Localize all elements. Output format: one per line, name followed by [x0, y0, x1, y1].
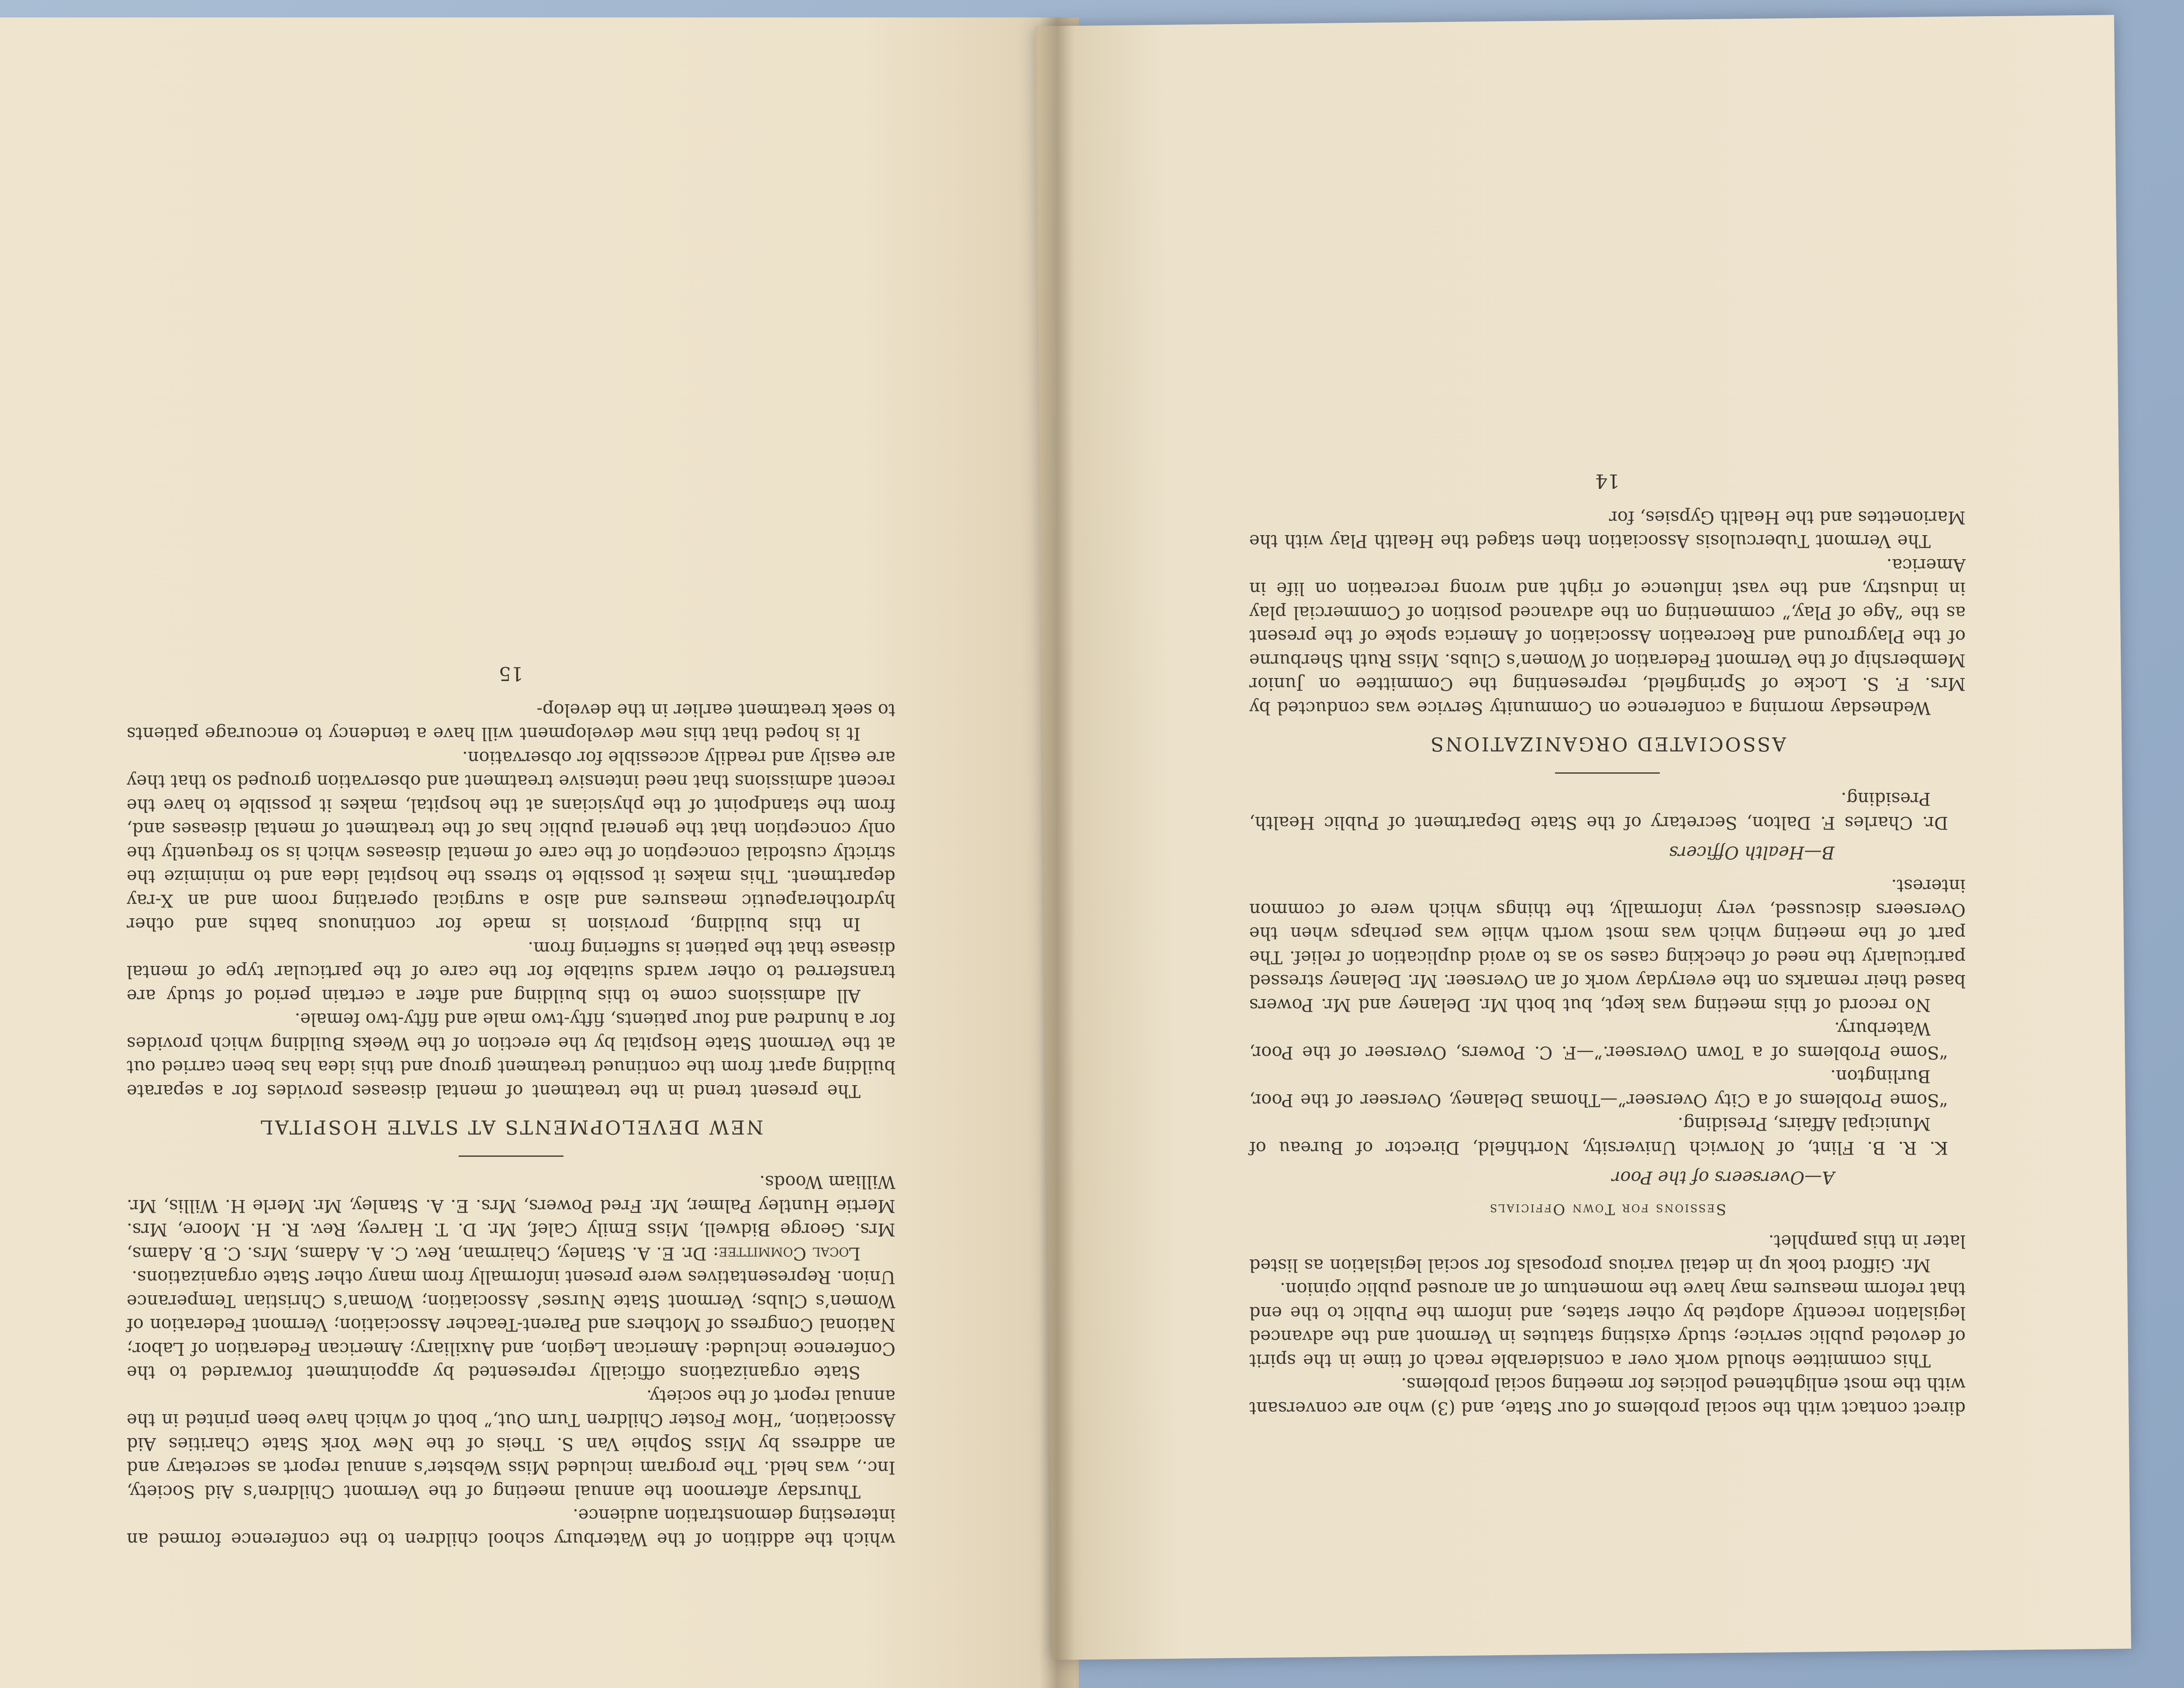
left-paragraph: which the addition of the Waterbury school children to the conference formed an interesting demonstration audience.	[127, 1505, 895, 1549]
right-paragraph: Wednesday morning a conference on Community Service was conducted by Mrs. F. S. Locke of Springfield, representing the Committee on Junior Membership of the Vermont Federation of Women’s Clubs. Miss Ruth Sherburne of the Playground and Recreation Association of America spoke of the present as the “Age of Play,” commenting on the advanced position of Commercial play in industry, and the vast influence of right and wrong recreation on life in America.	[1249, 555, 1966, 718]
page-number: 14	[1595, 470, 1620, 492]
section-heading: ASSOCIATED ORGANIZATIONS	[1429, 733, 1786, 755]
section-subheading: Sessions for Town Officials	[1489, 1200, 1726, 1218]
talk-line: “Some Problems of a City Overseer”—Thomas Delaney, Overseer of the Poor, Burlington.	[1249, 1066, 1948, 1110]
right-paragraph: This committee should work over a considerable reach of time in the spirit of devoted public service; study existing statutes in Vermont and the advanced legislation recently adopted by other states, and inform the Public to the end that reform measures may have the momentum of an aroused public opinion.	[1249, 1279, 1966, 1370]
book-gutter	[1040, 17, 1075, 1688]
local-committee-text: Dr. E. A. Stanley, Chairman, Rev. C. A. Adams, Mrs. C. B. Adams, Mrs. George Bidwell, Miss Emily Calef, Mr. D. T. Harvey, Rev. R. H. Moore, Mrs. Mertie Huntley Palmer, Mr. Fred Powers, Mrs. E. A. Stanley, Mr. Merle H. Willis, Mr. William Woods.	[127, 1172, 895, 1263]
left-paragraph: The present trend in the treatment of mental diseases provides for a separate building apart from the continued treatment group and this idea has been carried out at the Vermont State Hospital by the erection of the Weeks Building which provides for a hundred and four patients, fifty-two male and fifty-two female.	[127, 1009, 895, 1101]
section-rule	[459, 1155, 563, 1157]
right-paragraph: The Vermont Tuberculosis Association then staged the Health Play with the Marionettes and the Health Gypsies, for	[1249, 507, 1966, 551]
right-page-text	[1249, 205, 1966, 1420]
left-paragraph: State organizations officially represented by appointment forwarded to the Conference included: American Legion, and Auxiliary; American Federation of Labor; National Congress of Mothers and Parent-Teacher Association; Vermont Federation of Women’s Clubs; Vermont State Nurses’ Association; Woman’s Christian Temperance Union. Representatives were present informally from many other State organizations.	[127, 1267, 895, 1383]
left-paragraph: In this building, provision is made for continuous baths and other hydrotherapeutic measures and also a surgical operating room and an X-ray department. This makes it possible to stress the hospital idea and to minimize the strictly custodial conception of the care of mental diseases which is so frequently the only conception that the general public has of the treatment of mental diseases and, from the standpoint of the physicians at the hospital, makes it possible to have the recent admissions that need intensive treatment and observation grouped so that they are easily and readily accessible for observation.	[127, 747, 895, 934]
left-paragraph: All admissions come to this building and after a certain period of study are transferred to other wards suitable for the care of the particular type of mental disease that the patient is suffering from.	[127, 938, 895, 1006]
right-paragraph: direct contact with the social problems of our State, and (3) who are conversant with the most enlightened policies for meeting social problems.	[1249, 1374, 1966, 1418]
local-committee-label: Local Committee:	[712, 1243, 860, 1263]
section-rule	[1555, 772, 1660, 774]
left-page-text	[127, 210, 895, 1551]
session-label: B—Health Officers	[1669, 842, 1835, 862]
section-heading: NEW DEVELOPMENTS AT STATE HOSPITAL	[259, 1116, 764, 1138]
left-paragraph: Thursday afternoon the annual meeting of the Vermont Children’s Aid Society, Inc., was held. The program included Miss Webster’s annual report as secretary and an address by Miss Sophie Van S. Theis of the New York State Charities Aid Association, “How Foster Children Turn Out,” both of which have been printed in the annual report of the society.	[127, 1386, 895, 1501]
left-paragraph: It is hoped that this new development will have a tendency to encourage patients to seek treatment earlier in the develop-	[127, 700, 895, 744]
right-paragraph: Mr. Gifford took up in detail various proposals for social legislation as listed later in this pamphlet.	[1249, 1231, 1966, 1275]
page-number: 15	[499, 662, 523, 685]
local-committee	[127, 1170, 895, 1265]
presiding-line: Dr. Charles F. Dalton, Secretary of the State Department of Public Health, Presiding.	[1249, 789, 1948, 833]
right-paragraph: No record of this meeting was kept, but both Mr. Delaney and Mr. Powers based their remarks on the everyday work of an Overseer. Mr. Delaney stressed particularly the need of checking cases so as to avoid duplication of relief. The part of the meeting which was most worth while was perhaps when the Overseers discussed, very informally, the things which were of common interest.	[1249, 875, 1966, 1015]
session-label: A—Overseers of the Poor	[1612, 1167, 1835, 1187]
presiding-line: K. R. B. Flint, of Norwich University, Northfield, Director of Bureau of Municipal Affairs, Presiding.	[1249, 1114, 1948, 1158]
talk-line: “Some Problems of a Town Overseer.”—F. C. Powers, Overseer of the Poor, Waterbury.	[1249, 1018, 1948, 1062]
